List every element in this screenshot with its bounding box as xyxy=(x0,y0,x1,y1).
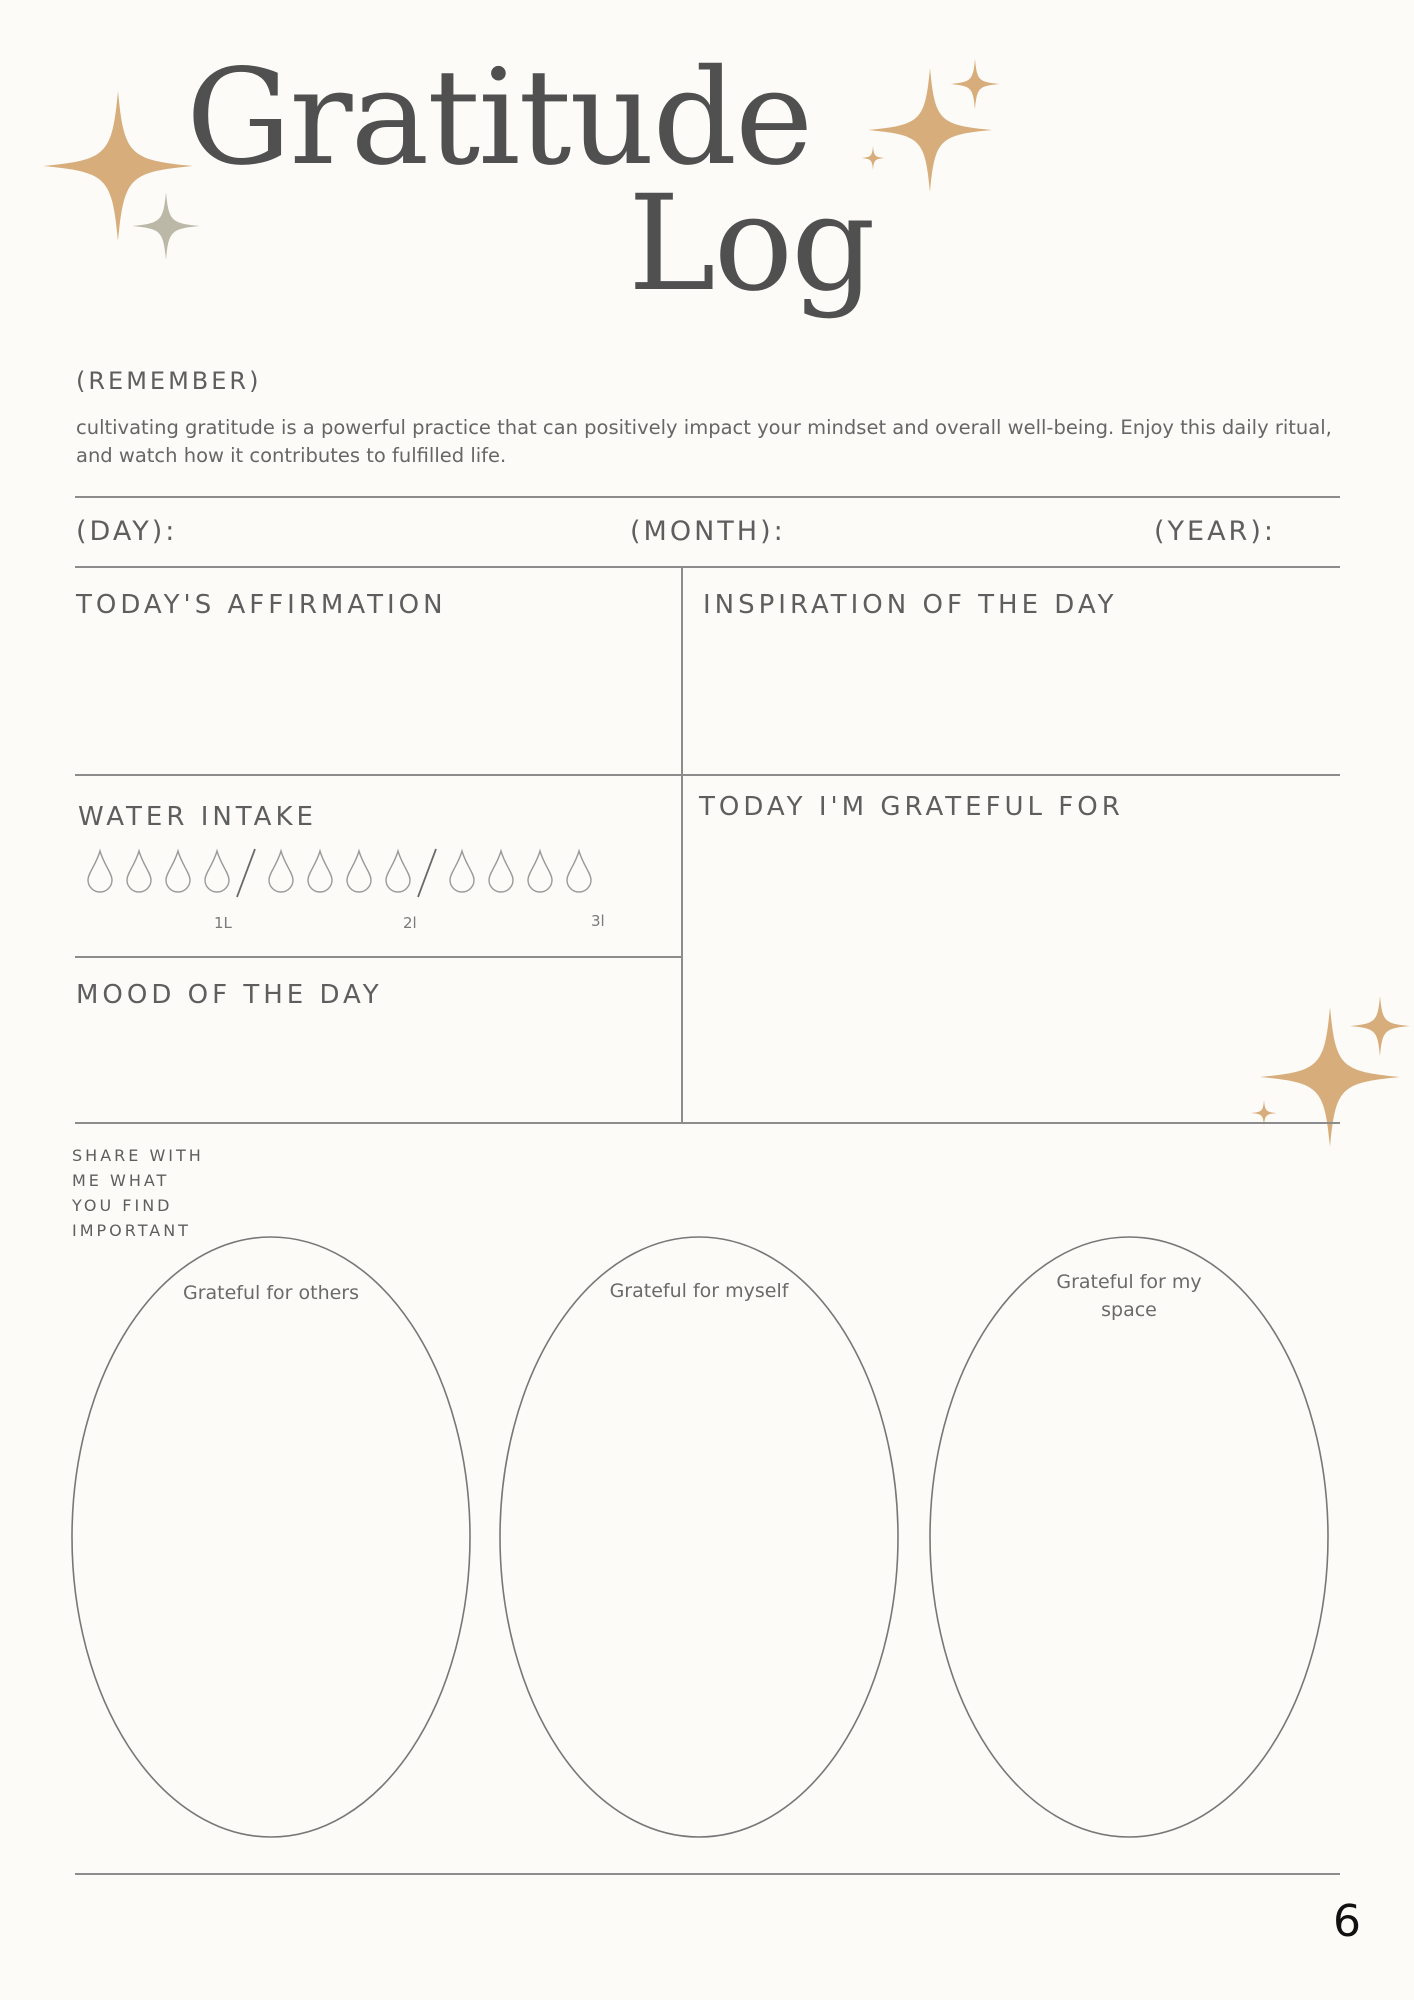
divider xyxy=(75,956,682,958)
water-drop-icon[interactable] xyxy=(88,851,112,892)
water-mark-1l: 1L xyxy=(214,914,232,932)
sparkle-icon xyxy=(1350,996,1410,1056)
share-line: IMPORTANT xyxy=(72,1221,191,1240)
share-line: YOU FIND xyxy=(72,1196,173,1215)
page-number: 6 xyxy=(1333,1896,1361,1947)
slash-divider xyxy=(237,849,255,897)
water-drop-icon[interactable] xyxy=(127,851,151,892)
share-line: ME WHAT xyxy=(72,1171,170,1190)
divider xyxy=(75,774,1340,776)
water-drop-icon[interactable] xyxy=(166,851,190,892)
water-drop-icon[interactable] xyxy=(269,851,293,892)
remember-heading: (REMEMBER) xyxy=(76,367,262,395)
water-drop-icon[interactable] xyxy=(489,851,513,892)
oval-space[interactable] xyxy=(930,1237,1328,1837)
water-drop-icon[interactable] xyxy=(386,851,410,892)
mood-label: MOOD OF THE DAY xyxy=(76,980,383,1010)
oval-myself[interactable] xyxy=(500,1237,898,1837)
water-mark-3l: 3l xyxy=(591,912,605,930)
divider xyxy=(75,1122,1340,1124)
water-drop-icon[interactable] xyxy=(528,851,552,892)
bottom-divider xyxy=(75,1873,1340,1875)
day-label: (DAY): xyxy=(76,516,178,547)
divider xyxy=(75,566,1340,568)
water-mark-2l: 2l xyxy=(403,914,417,932)
title-line-1: Gratitude xyxy=(186,41,812,195)
month-label: (MONTH): xyxy=(630,516,786,547)
oval-label-myself: Grateful for myself xyxy=(609,1280,789,1302)
title-line-2: Log xyxy=(628,167,874,321)
affirmation-label: TODAY'S AFFIRMATION xyxy=(76,590,447,620)
share-line: SHARE WITH xyxy=(72,1146,204,1165)
water-drop-icon[interactable] xyxy=(567,851,591,892)
oval-label-space: Grateful for my space xyxy=(1056,1271,1202,1321)
sparkle-icon xyxy=(950,59,1000,109)
oval-label-others: Grateful for others xyxy=(182,1282,360,1304)
inspiration-label: INSPIRATION OF THE DAY xyxy=(703,590,1118,620)
water-drop-icon[interactable] xyxy=(450,851,474,892)
grateful-for-label: TODAY I'M GRATEFUL FOR xyxy=(699,792,1124,822)
water-drop-icon[interactable] xyxy=(308,851,332,892)
divider xyxy=(75,496,1340,498)
sparkle-icon xyxy=(132,192,200,260)
water-drops-tracker[interactable] xyxy=(80,845,620,901)
intro-text: cultivating gratitude is a powerful practice that can positively impact your mindset and overall well-being. Enjoy this daily ritual, and watch how it contributes to fulfilled life. xyxy=(76,416,1332,467)
water-intake-label: WATER INTAKE xyxy=(78,802,317,832)
oval-others[interactable] xyxy=(72,1237,470,1837)
year-label: (YEAR): xyxy=(1154,516,1276,547)
water-drop-icon[interactable] xyxy=(347,851,371,892)
water-drop-icon[interactable] xyxy=(205,851,229,892)
slash-divider xyxy=(418,849,436,897)
column-divider xyxy=(681,566,683,1123)
